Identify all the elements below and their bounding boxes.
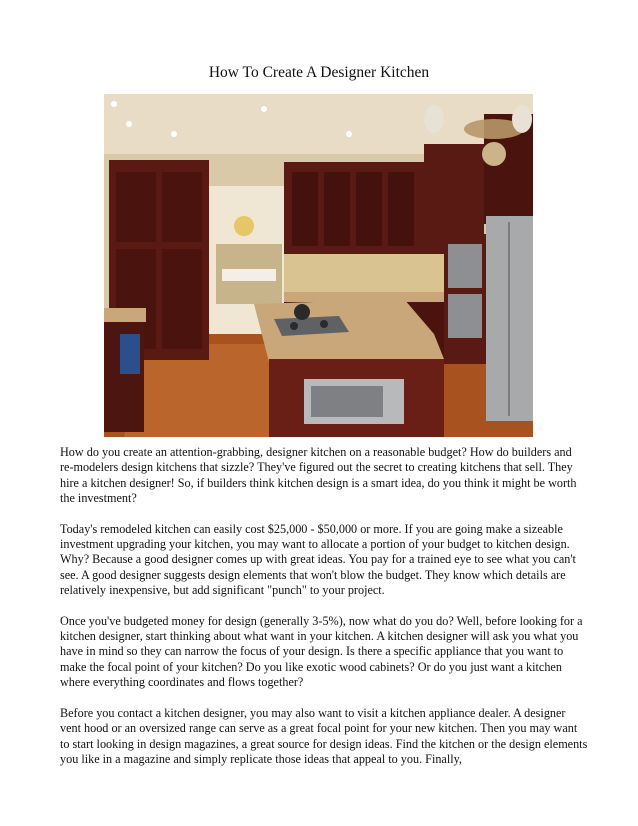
paragraph-4: Before you contact a kitchen designer, you may also want to visit a kitchen appliance dealer. A designer vent hood or an oversized range can serve as a great focal point for your new kitchen. Then you may want to start looking in design magazines, a great source for design ideas. Find the kitchen or the design elements you like in a magazine and simply replicate those ideas that appeal to you. Finally,: [60, 705, 588, 766]
article-body: [60, 445, 588, 782]
page-title: How To Create A Designer Kitchen: [208, 64, 430, 81]
paragraph-1: How do you create an attention-grabbing, designer kitchen on a reasonable budget? How do builders and re-modelers design kitchens that sizzle? They've figured out the secret to creating kitchens that sell. They hire a kitchen designer! So, if builders think kitchen design is a smart idea, do you think it might be worth the investment?: [60, 445, 577, 506]
paragraph-2: Today's remodeled kitchen can easily cost $25,000 - $50,000 or more. If you are going make a sizeable investment upgrading your kitchen, you may want to allocate a portion of your budget to kitchen design. Why? Because a good designer comes up with great ideas. You pay for a trained eye to see what you can't see. A good designer suggests design elements that won't blow the budget. They know which details are relatively inexpensive, but add significant "punch" to your project.: [60, 521, 576, 598]
paragraph-3: Once you've budgeted money for design (generally 3-5%), now what do you do? Well, before looking for a kitchen designer, start thinking about what want in your kitchen. A kitchen designer will ask you what you have in mind so they can narrow the focus of your design. Is there a specific appliance that you want to make the focal point of your kitchen? Do you like exotic wood cabinets? Or do you just want a kitchen where everything coordinates and flows together?: [60, 613, 583, 690]
kitchen-photo: [104, 94, 533, 437]
